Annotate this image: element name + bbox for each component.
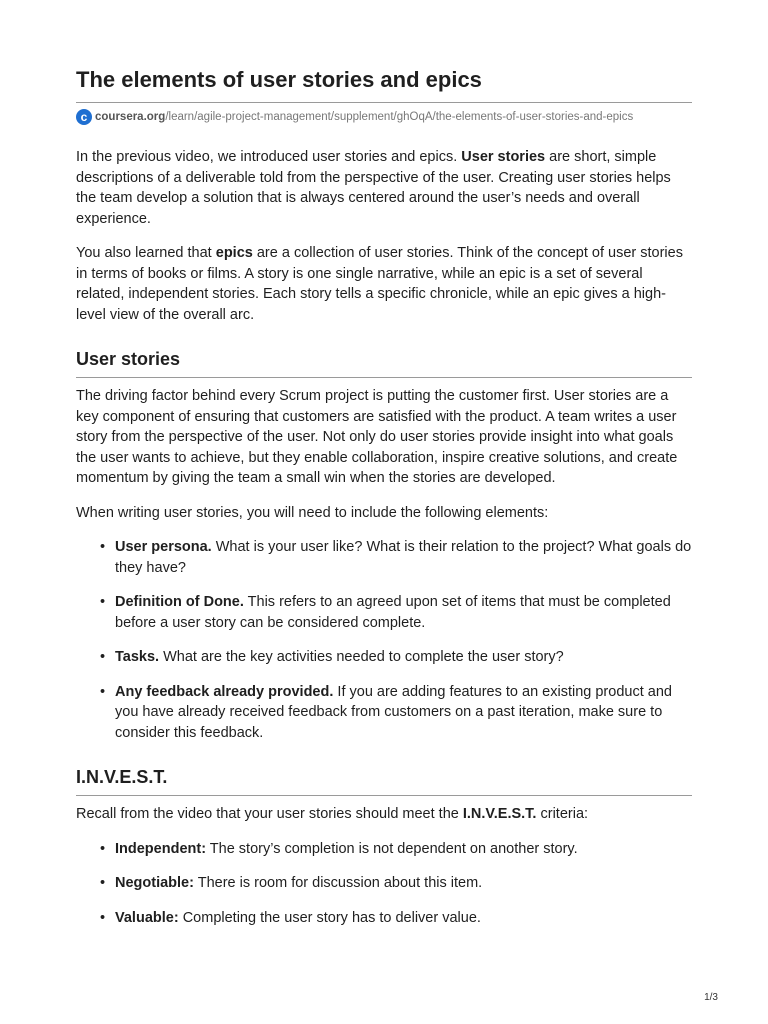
invest-list xyxy=(76,839,692,929)
list-item: • User persona. What is your user like? What is their relation to the project? What goals do they have? xyxy=(100,539,692,576)
bullet-icon: • xyxy=(100,649,106,665)
list-item: • Negotiable: There is room for discussion about this item. xyxy=(76,873,692,894)
list-item: • Tasks. What are the key activities needed to complete the user story? xyxy=(76,647,692,668)
elements-intro-paragraph: When writing user stories, you will need to include the following elements: xyxy=(76,504,549,521)
invest-intro-paragraph: Recall from the video that your user stories should meet the I.N.V.E.S.T. criteria: xyxy=(76,806,589,822)
heading-user-stories: User stories xyxy=(76,347,692,378)
bullet-icon: • xyxy=(100,539,106,555)
source-domain[interactable]: coursera.org xyxy=(95,111,166,123)
list-item: • Independent: The story’s completion is not dependent on another story. xyxy=(76,839,692,860)
term-user-stories: User stories xyxy=(461,149,546,165)
page-title: The elements of user stories and epics xyxy=(76,66,692,103)
intro-paragraph-1: In the previous video, we introduced user stories and epics. User stories are short, simple descriptions of a deliverable told from the perspective of the user. Creating user stories helps the team develop a solution that is always centered around the user’s needs and overall experience. xyxy=(76,149,671,227)
intro-paragraph-2: You also learned that epics are a collection of user stories. Think of the concept of user stories in terms of books or films. A story is one single narrative, while an epic is a set of several related, independent stories. Each story tells a specific chronicle, while an epic gives a high-level view of the overall arc. xyxy=(76,245,683,323)
list-item: • Any feedback already provided. If you are adding features to an existing product and you have already received feedback from customers on a past iteration, make sure to consider this feedback. xyxy=(100,683,672,741)
list-item: • Definition of Done. This refers to an agreed upon set of items that must be completed before a user story can be considered complete. xyxy=(100,594,671,631)
bullet-icon: • xyxy=(100,909,106,926)
elements-list xyxy=(76,537,692,743)
term-invest: I.N.V.E.S.T. xyxy=(462,806,537,822)
source-url[interactable] xyxy=(76,107,692,127)
user-stories-paragraph: The driving factor behind every Scrum project is putting the customer first. User stories are a key component of ensuring that customers are satisfied with the product. A team writes a user story from the perspective of the user. Not only do user stories provide insight into what goals the user wants to achieve, but they enable collaboration, inspire creative solutions, and create momentum by giving the team a small win when the stories are developed. xyxy=(76,388,678,486)
heading-invest: I.N.V.E.S.T. xyxy=(76,765,692,796)
document-page xyxy=(76,66,692,942)
bullet-icon: • xyxy=(100,875,106,891)
source-path[interactable]: /learn/agile-project-management/supplement/ghOqA/the-elements-of-user-stories-and-epics xyxy=(165,111,634,123)
page-number: 1/3 xyxy=(704,992,718,1003)
term-epics: epics xyxy=(215,245,253,261)
bullet-icon: • xyxy=(100,683,106,700)
coursera-logo-icon: c xyxy=(76,109,92,125)
bullet-icon: • xyxy=(100,840,106,857)
bullet-icon: • xyxy=(100,594,106,610)
list-item: • Valuable: Completing the user story has to deliver value. xyxy=(76,908,692,929)
